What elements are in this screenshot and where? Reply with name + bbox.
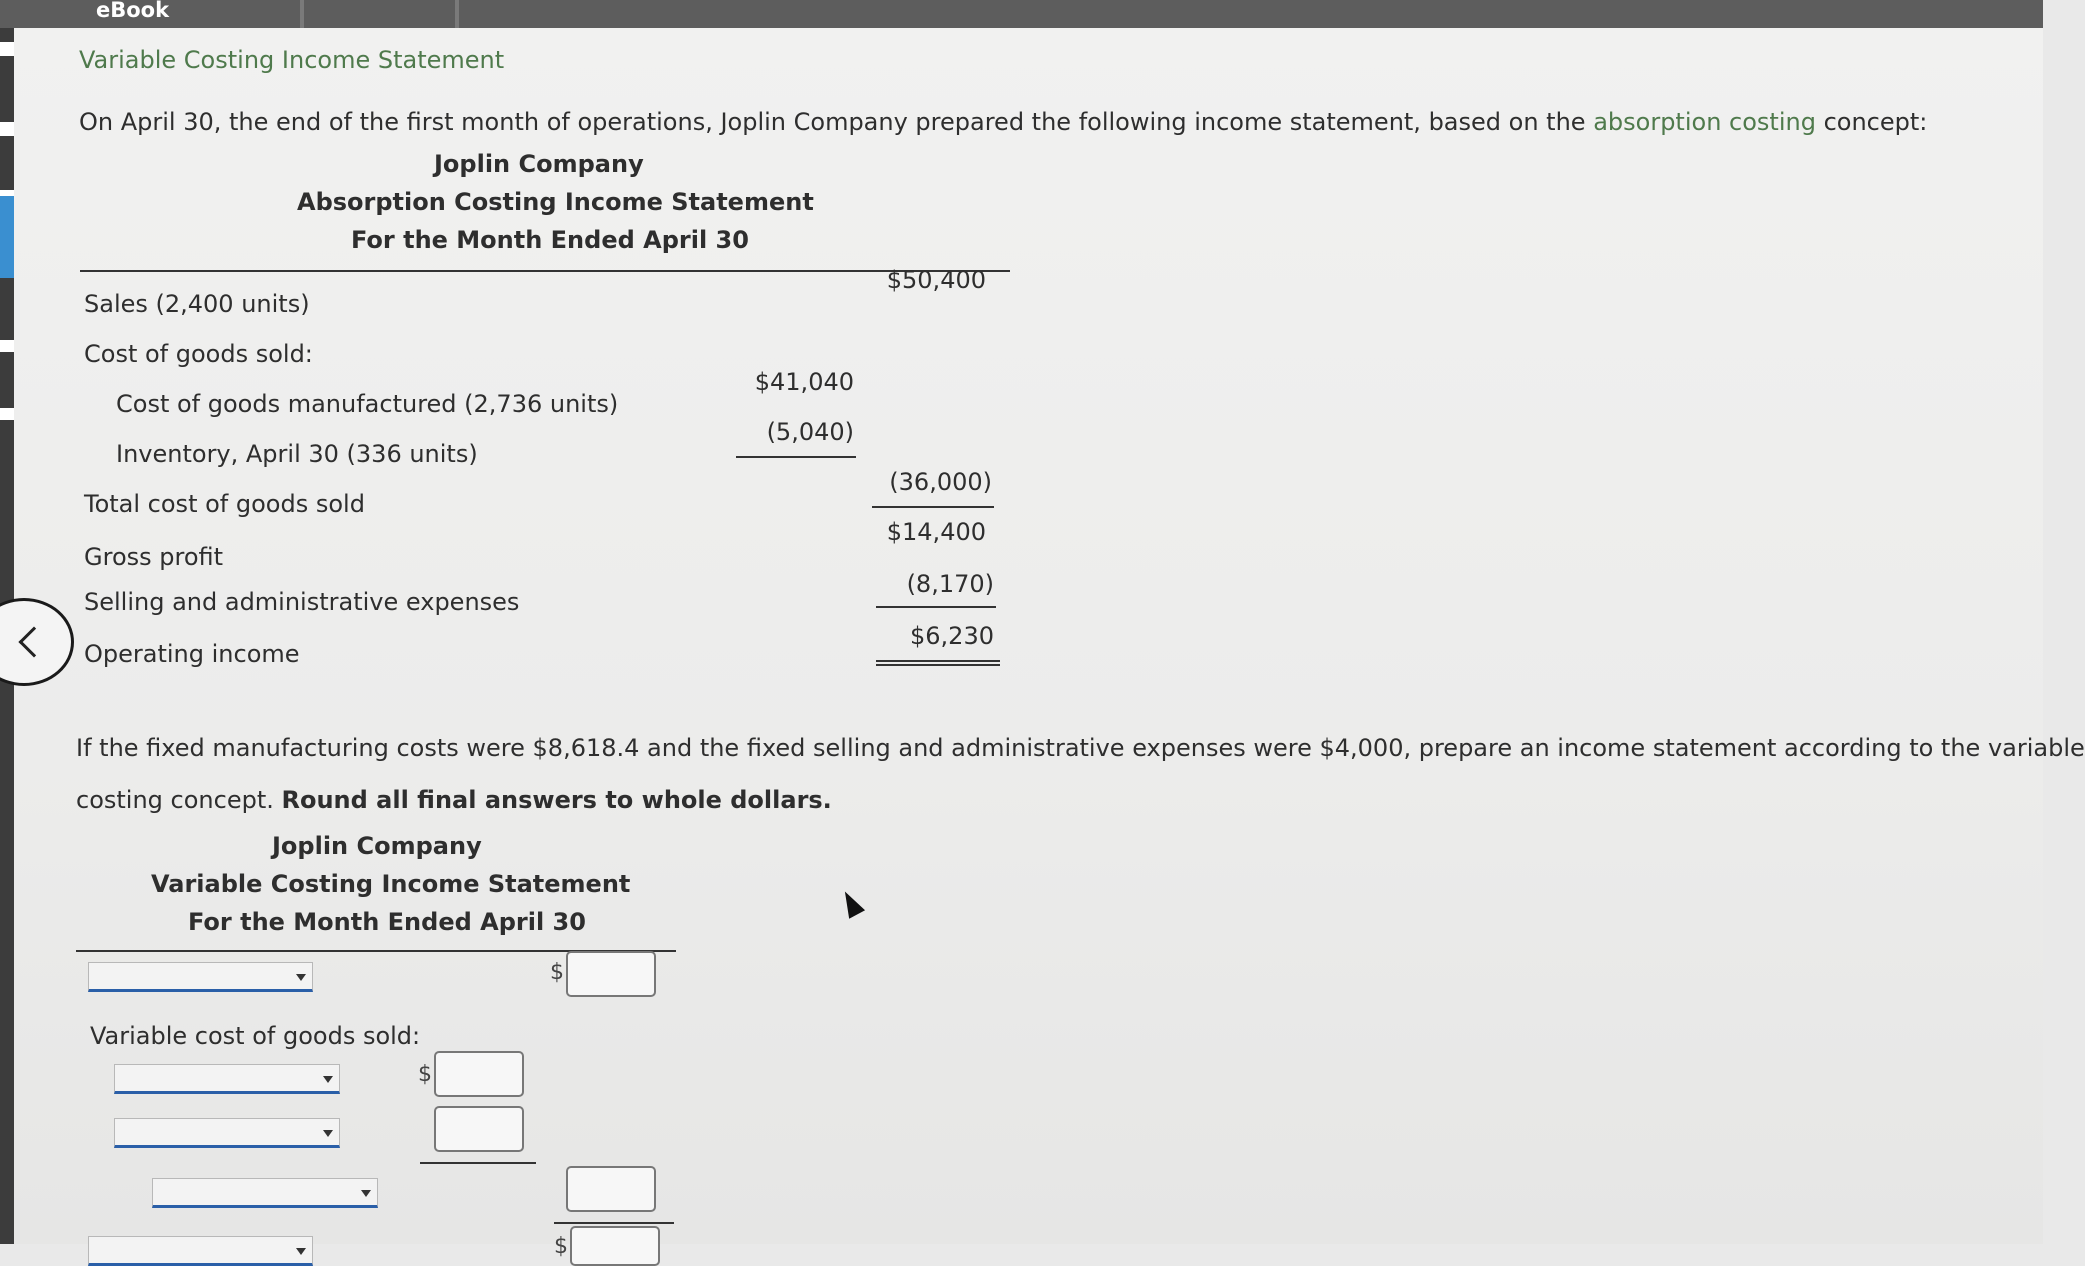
total-cogs-label: Total cost of goods sold	[84, 490, 365, 518]
subtotal-rule	[876, 606, 996, 608]
subtotal-rule	[554, 1222, 674, 1224]
next-row-select[interactable]	[88, 1236, 313, 1266]
total-double-rule	[876, 660, 1000, 666]
absorption-costing-link[interactable]: absorption costing	[1593, 108, 1816, 136]
sga-label: Selling and administrative expenses	[84, 588, 520, 616]
total-cogs-select[interactable]	[152, 1178, 378, 1208]
sales-account-select[interactable]	[88, 962, 313, 992]
inventory-label: Inventory, April 30 (336 units)	[116, 440, 478, 468]
chevron-down-icon	[323, 1130, 333, 1137]
sidebar-marker	[0, 408, 14, 420]
cogs-item-1-input[interactable]	[434, 1051, 524, 1097]
absorption-statement-period: For the Month Ended April 30	[351, 226, 749, 254]
rounding-instruction: Round all final answers to whole dollars.	[281, 786, 832, 814]
dollar-sign: $	[554, 1234, 568, 1259]
question-line-1: If the fixed manufacturing costs were $8,618.4 and the fixed selling and administrative expenses were $4,000, prepare an income statement according to the variable	[76, 734, 2085, 762]
absorption-company-name: Joplin Company	[434, 150, 644, 178]
operating-income-value: $6,230	[910, 622, 994, 650]
subtotal-rule	[736, 456, 856, 458]
section-title: Variable Costing Income Statement	[79, 46, 505, 74]
chevron-left-icon	[18, 626, 49, 657]
next-row-input[interactable]	[570, 1226, 660, 1266]
dollar-sign: $	[550, 960, 564, 985]
gross-profit-value: $14,400	[886, 518, 986, 546]
absorption-statement-title: Absorption Costing Income Statement	[297, 188, 814, 216]
cgm-label: Cost of goods manufactured (2,736 units)	[116, 390, 619, 418]
top-bar-divider	[300, 0, 304, 28]
cgm-value: $41,040	[754, 368, 854, 396]
intro-text: On April 30, the end of the first month of operations, Joplin Company prepared the following income statement, based on the	[79, 108, 1586, 136]
operating-income-label: Operating income	[84, 640, 300, 668]
dollar-sign: $	[418, 1062, 432, 1087]
cogs-label: Cost of goods sold:	[84, 340, 313, 368]
mouse-pointer-icon	[837, 887, 865, 918]
cogs-item-2-input[interactable]	[434, 1106, 524, 1152]
top-bar-divider	[455, 0, 459, 28]
sales-value: $50,400	[886, 266, 986, 294]
chevron-down-icon	[296, 974, 306, 981]
variable-cogs-label: Variable cost of goods sold:	[90, 1022, 421, 1050]
chevron-down-icon	[361, 1190, 371, 1197]
subtotal-rule	[872, 506, 994, 508]
gross-profit-label: Gross profit	[84, 543, 224, 571]
subtotal-rule	[420, 1162, 536, 1164]
sidebar-marker	[0, 42, 14, 56]
back-button[interactable]	[0, 598, 74, 686]
question-text: costing concept.	[76, 786, 274, 814]
sales-amount-input[interactable]	[566, 951, 656, 997]
top-bar	[0, 0, 2043, 28]
cogs-item-2-select[interactable]	[114, 1118, 340, 1148]
question-line-2	[76, 786, 832, 814]
sidebar-marker	[0, 122, 14, 136]
intro-paragraph	[79, 108, 1927, 136]
sales-label: Sales (2,400 units)	[84, 290, 310, 318]
variable-statement-period: For the Month Ended April 30	[188, 908, 586, 936]
total-cogs-value: (36,000)	[889, 468, 992, 496]
content-panel	[14, 28, 2085, 1259]
inventory-value: (5,040)	[766, 418, 854, 446]
intro-text-end: concept:	[1823, 108, 1928, 136]
variable-statement-title: Variable Costing Income Statement	[151, 870, 631, 898]
sga-value: (8,170)	[906, 570, 994, 598]
total-cogs-input[interactable]	[566, 1166, 656, 1212]
sidebar-marker	[0, 340, 14, 352]
sidebar-active-marker	[0, 196, 14, 278]
ebook-brand[interactable]: eBook	[96, 0, 170, 22]
chevron-down-icon	[296, 1248, 306, 1255]
cogs-item-1-select[interactable]	[114, 1064, 340, 1094]
variable-company-name: Joplin Company	[272, 832, 482, 860]
chevron-down-icon	[323, 1076, 333, 1083]
